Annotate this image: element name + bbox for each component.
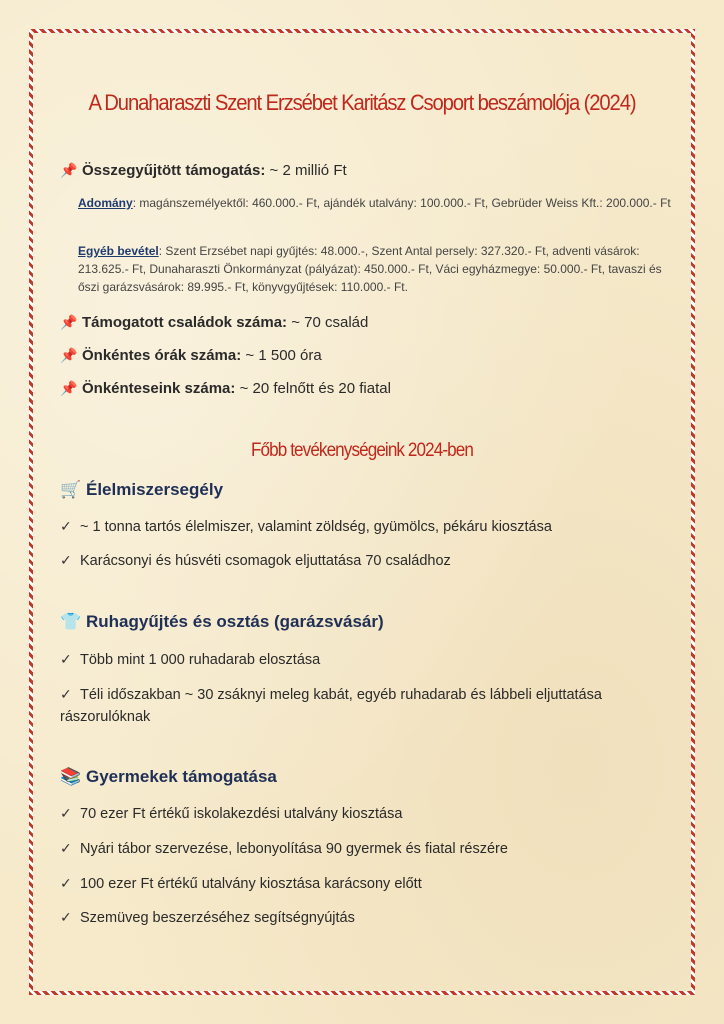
activities-subtitle: Főbb tevékenységeink 2024-ben [250, 440, 474, 461]
section-children-title [60, 767, 277, 787]
donation-detail [78, 194, 678, 212]
stat-support [60, 162, 347, 179]
checkmark-icon: ✓ [60, 651, 72, 667]
checkmark-icon: ✓ [60, 686, 72, 702]
stat-support-label: Összegyűjtött támogatás: [82, 162, 266, 179]
list-item [60, 515, 680, 538]
section-food-label: Élelmiszersegély [86, 480, 224, 499]
books-icon: 📚 [60, 767, 82, 786]
pushpin-icon: 📌 [60, 162, 78, 178]
section-food-title [60, 480, 223, 500]
other-income-text: : Szent Erzsébet napi gyűjtés: 48.000.-, Szent Antal persely: 327.320.- Ft, adventi vásárok: 213.625.- Ft, Dunaharaszti Önkormányzat (pályázat): 450.000.- Ft, Váci egyházmegye: 50.000.- Ft, tavaszi és őszi garázsvásárok: 89.995.- Ft, könyvgyűjtések: 110.000.- Ft. [78, 244, 662, 294]
list-item-text: Karácsonyi és húsvéti csomagok eljuttatása 70 családhoz [80, 553, 451, 569]
checkmark-icon: ✓ [60, 552, 72, 568]
checkmark-icon: ✓ [60, 518, 72, 534]
checkmark-icon: ✓ [60, 805, 72, 821]
list-item [60, 837, 680, 860]
stat-volunteers-label: Önkénteseink száma: [82, 380, 236, 397]
section-clothes-label: Ruhagyűjtés és osztás (garázsvásár) [86, 612, 384, 631]
section-clothes-title [60, 612, 384, 632]
donation-label: Adomány [78, 196, 133, 210]
stat-volunteers-value: ~ 20 felnőtt és 20 fiatal [235, 380, 391, 397]
list-item-text: Szemüveg beszerzéséhez segítségnyújtás [80, 910, 355, 926]
other-income-detail [78, 242, 678, 296]
stat-hours [60, 347, 322, 364]
stat-hours-value: ~ 1 500 óra [241, 347, 322, 364]
list-item [60, 872, 680, 895]
list-item-text: Nyári tábor szervezése, lebonyolítása 90 gyermek és fiatal részére [80, 841, 508, 857]
other-income-label: Egyéb bevétel [78, 244, 159, 258]
stat-support-value: ~ 2 millió Ft [265, 162, 347, 179]
pushpin-icon: 📌 [60, 314, 78, 330]
section-children-label: Gyermekek támogatása [86, 767, 277, 786]
checkmark-icon: ✓ [60, 875, 72, 891]
list-item-text: Téli időszakban ~ 30 zsáknyi meleg kabát, egyéb ruhadarab és lábbeli eljuttatása rászorulóknak [60, 687, 602, 725]
pushpin-icon: 📌 [60, 347, 78, 363]
list-item [60, 683, 680, 728]
shopping-cart-icon: 🛒 [60, 480, 82, 499]
list-item [60, 648, 680, 671]
stat-volunteers [60, 380, 391, 397]
list-item-text: 100 ezer Ft értékű utalvány kiosztása karácsony előtt [80, 876, 422, 892]
stat-hours-label: Önkéntes órák száma: [82, 347, 242, 364]
checkmark-icon: ✓ [60, 840, 72, 856]
donation-text: : magánszemélyektől: 460.000.- Ft, ajándék utalvány: 100.000.- Ft, Gebrüder Weiss Kft.: 200.000.- Ft [132, 196, 671, 210]
list-item [60, 549, 680, 572]
list-item-text: ~ 1 tonna tartós élelmiszer, valamint zöldség, gyümölcs, pékáru kiosztása [80, 519, 552, 535]
shirt-icon: 👕 [60, 612, 82, 631]
stat-families-label: Támogatott családok száma: [82, 314, 288, 331]
stat-families-value: ~ 70 család [287, 314, 369, 331]
list-item-text: Több mint 1 000 ruhadarab elosztása [80, 652, 321, 668]
pushpin-icon: 📌 [60, 380, 78, 396]
list-item [60, 906, 680, 929]
list-item [60, 802, 680, 825]
stat-families [60, 314, 368, 331]
page-title: A Dunaharaszti Szent Erzsébet Karitász Csoport beszámolója (2024) [88, 90, 636, 115]
checkmark-icon: ✓ [60, 909, 72, 925]
list-item-text: 70 ezer Ft értékű iskolakezdési utalvány kiosztása [80, 806, 403, 822]
